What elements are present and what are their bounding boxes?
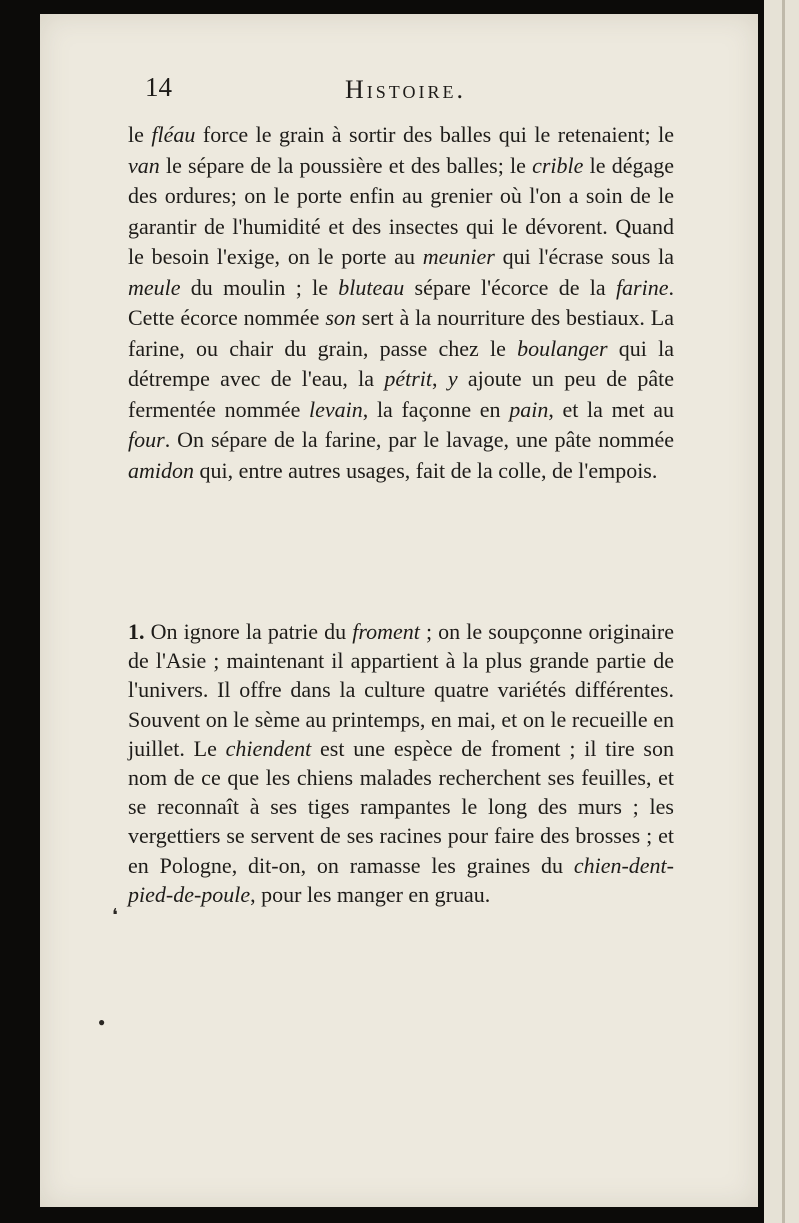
ink-mark: ❛: [112, 905, 118, 925]
page-fold: [782, 0, 785, 1223]
text-run: le: [128, 122, 152, 147]
italic-term: y: [447, 366, 458, 391]
italic-term: froment: [352, 619, 420, 644]
text-run: On ignore la patrie du: [150, 619, 353, 644]
text-run: force le grain à sortir des balles qui le retenaient; le: [195, 122, 674, 147]
italic-term: fléau: [151, 122, 196, 147]
text-run: le dégage des ordures; on le porte enfin au grenier où l'on a soin de le garantir de l'humidité et des insectes qui le dévorent. Quand le besoin l'exige, on le porte au: [128, 152, 674, 269]
italic-term: pétrit: [384, 366, 433, 391]
paragraph-text: [128, 617, 674, 909]
text-run: le sépare de la poussière et des balles; le: [159, 152, 533, 178]
text-run: . On sépare de la farine, par le lavage, une pâte nommée: [164, 427, 674, 452]
body-paragraph-2: [128, 617, 674, 909]
italic-term: meunier: [422, 244, 495, 269]
italic-term: four: [128, 427, 165, 452]
text-run: , la façonne en: [362, 396, 510, 422]
text-run: qui l'écrase sous la: [494, 244, 674, 269]
italic-term: van: [128, 152, 160, 178]
adjacent-page-edge: [764, 0, 799, 1223]
italic-term: amidon: [128, 457, 194, 483]
text-run: ; on le soupçonne originaire de l'Asie ; maintenant il appartient à la plus grande partie de l'univers. Il offre dans la culture quatre variétés différentes. Souvent on le sème au printemps, en mai, et on le recueille en juillet. Le: [128, 619, 674, 761]
body-paragraph-1: [128, 120, 674, 486]
text-run: sert à la nourriture des bestiaux. La farine, ou chair du grain, passe chez le: [128, 305, 674, 361]
page-number: 14: [145, 72, 172, 102]
italic-term: farine: [615, 274, 669, 300]
text-run: du moulin ; le: [180, 274, 339, 300]
italic-term: crible: [532, 152, 584, 178]
note-number: 1.: [128, 619, 151, 644]
italic-term: chiendent: [225, 735, 312, 761]
text-run: sépare l'écorce de la: [404, 274, 616, 300]
italic-term: boulanger: [517, 335, 608, 361]
page-header: [145, 72, 645, 112]
paragraph-text: [128, 120, 674, 486]
text-run: , et la met au: [548, 396, 674, 422]
text-run: . Cette écorce nommée: [128, 274, 674, 330]
italic-term: meule: [128, 274, 181, 300]
running-head: Histoire.: [345, 75, 466, 104]
italic-term: chien-dent-pied-de-poule: [128, 852, 674, 907]
text-run: , pour les manger en gruau.: [250, 881, 491, 907]
text-run: qui la détrempe avec de l'eau, la: [128, 335, 674, 391]
italic-term: bluteau: [338, 274, 405, 300]
text-run: qui, entre autres usages, fait de la colle, de l'empois.: [194, 457, 658, 483]
italic-term: son: [325, 305, 356, 330]
text-run: est une espèce de froment ; il tire son nom de ce que les chiens malades recherchent ses feuilles, et se reconnaît à ses tiges rampantes le long des murs ; les vergettiers se servent de ses racines pour faire des brosses ; et en Pologne, dit-on, on ramasse les graines du: [128, 735, 674, 878]
text-run: ,: [432, 366, 448, 391]
italic-term: pain: [509, 396, 549, 422]
italic-term: levain: [309, 396, 363, 422]
text-run: ajoute un peu de pâte fermentée nommée: [128, 366, 674, 422]
ink-dot: ●: [98, 1015, 106, 1029]
